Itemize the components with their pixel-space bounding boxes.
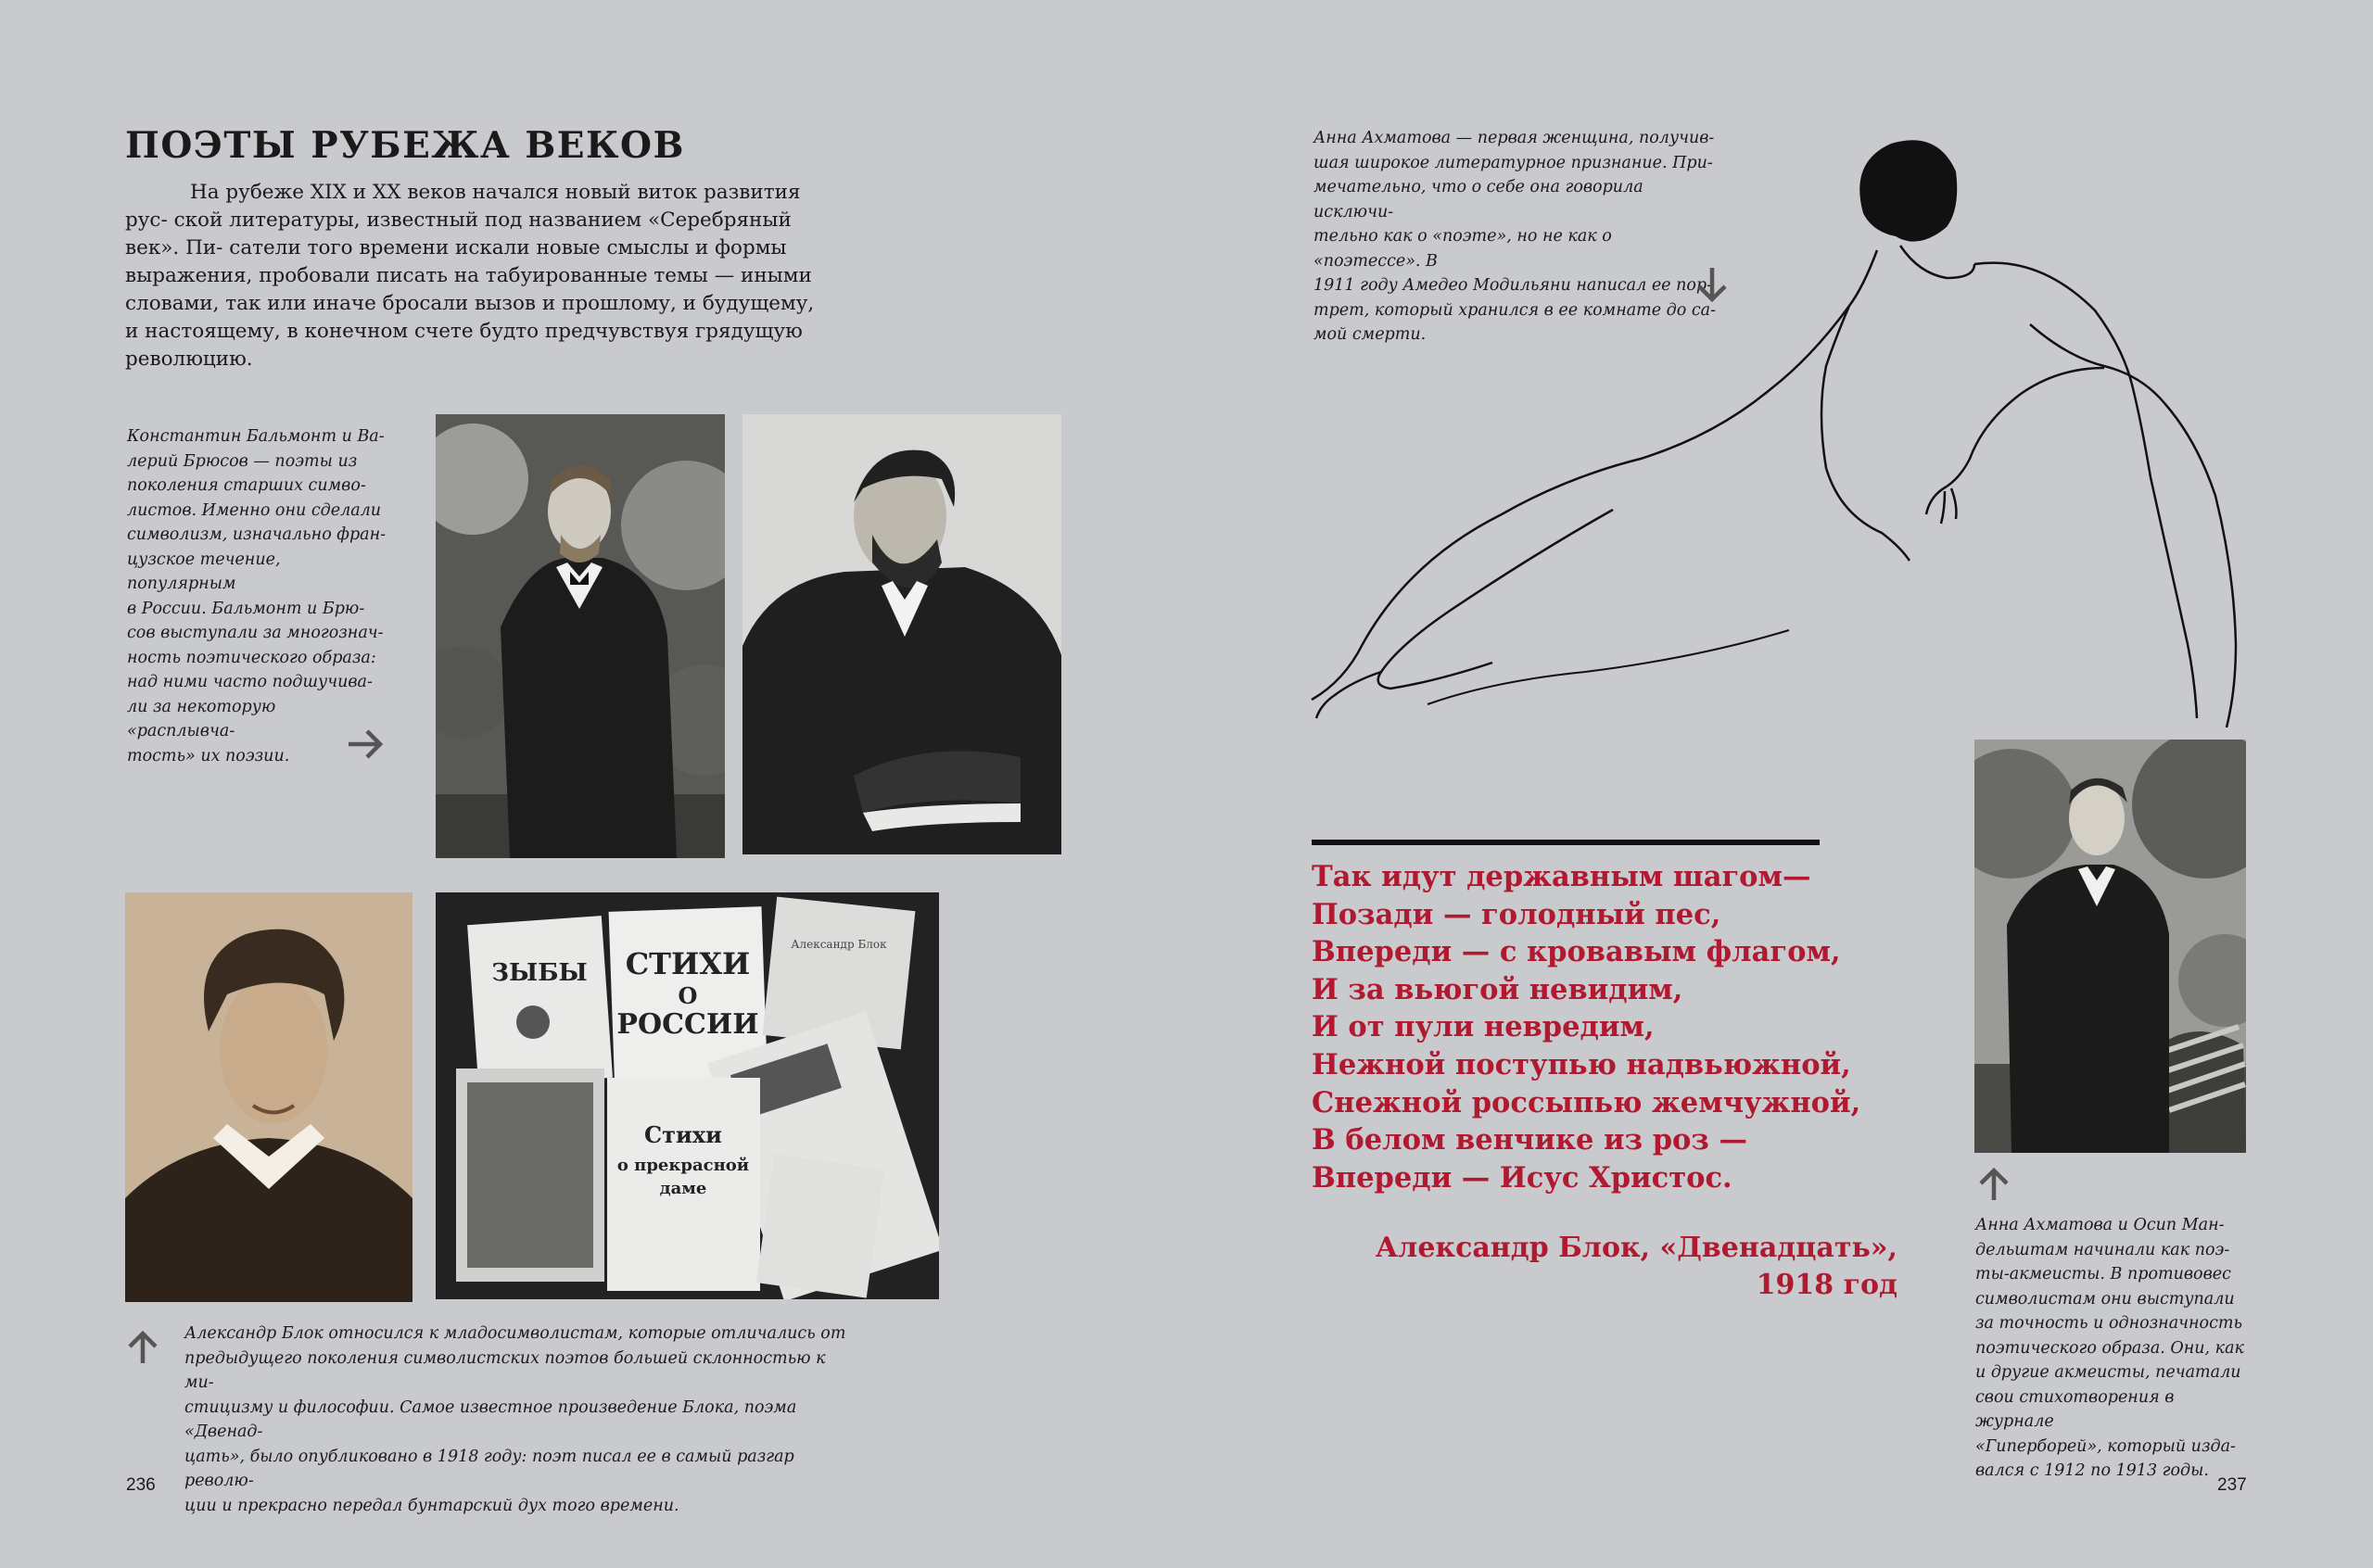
poem-quote: Так идут державным шагом— Позади — голодный пес, Впереди — с кровавым флагом, И за вьюгой невидим, И от пули невредим, Нежной поступью надвьюжной, Снежной россыпью жемчужной, В белом венчике из роз — Впереди — Исус Христос. bbox=[1312, 860, 1861, 1195]
caption-akhmatova: Анна Ахматова — первая женщина, получив- шая широкое литературное признание. При- мечательно, что о себе она говорила исключи- тельно как о «поэте», но не как о «поэтессе». В 1911 году Амедео Модильяни написал ее пор- трет, который хранился в ее комнате до са- мой смерти. bbox=[1313, 129, 1717, 344]
photo-blok bbox=[125, 892, 412, 1302]
modigliani-drawing bbox=[1307, 125, 2252, 755]
quote-divider bbox=[1312, 840, 1820, 845]
cover-prekrasnaya-title-2: о прекрасной bbox=[616, 1156, 750, 1175]
photo-blok-books bbox=[436, 892, 939, 1299]
arrow-right-icon bbox=[347, 727, 384, 761]
photo-bryusov bbox=[742, 414, 1061, 854]
caption-blok: Александр Блок относился к младосимволистам, которые отличались от предыдущего поколения символистских поэтов большей склонностью к ми- стицизму и философии. Самое известное произведение Блока, поэма «Двенад- цать», было опубликовано в 1918 году: поэт писал ее в самый разгар револю- ции и прекрасно передал бунтарский дух того времени. bbox=[184, 1324, 846, 1515]
intro-paragraph: На рубеже XIX и XX веков начался новый виток развития рус- ской литературы, известный под названием «Серебряный век». Пи- сатели того времени искали новые смыслы и формы выражения, пробовали писать на табуированные темы — иными словами, так или иначе бросали вызов и прошлому, и будущему, и настоящему, в конечном счете будто предчувствуя грядущую революцию. bbox=[125, 181, 815, 371]
caption-balmont-bryusov: Константин Бальмонт и Ва- лерий Брюсов — поэты из поколения старших симво- листов. Именно они сделали символизм, изначально фран- цузское течение, популярным в России. Бальмонт и Брю- сов выступали за многознач- ность поэтического образа: над ними часто подшучива- ли за некоторую «расплывча- тость» их поэзии. bbox=[127, 427, 387, 765]
arrow-up-icon bbox=[1975, 1167, 2012, 1202]
caption-mandelstam: Анна Ахматова и Осип Ман- дельштам начинали как поэ- ты-акмеисты. В противовес символистам они выступали за точность и однозначность поэтического образа. Они, как и другие акмеисты, печатали свои стихотворения в журнале «Гиперборей», который изда- вался с 1912 по 1913 годы. bbox=[1975, 1216, 2245, 1480]
photo-balmont bbox=[436, 414, 725, 858]
arrow-up-icon bbox=[124, 1330, 161, 1365]
cover-zyby-title: ЗЫБЫ bbox=[491, 959, 588, 987]
cover-blok-author: Александр Блок bbox=[791, 938, 887, 951]
page-number-right: 237 bbox=[2217, 1475, 2247, 1495]
cover-stikhi-title-1: СТИХИ bbox=[625, 946, 751, 981]
cover-prekrasnaya-title-1: Стихи bbox=[644, 1121, 722, 1148]
cover-stikhi-title-3: РОССИИ bbox=[616, 1008, 759, 1041]
page-number-left: 236 bbox=[126, 1475, 156, 1495]
poem-attribution: Александр Блок, «Двенадцать», 1918 год bbox=[1375, 1232, 1897, 1301]
page-title: ПОЭТЫ РУБЕЖА ВЕКОВ bbox=[125, 124, 685, 167]
cover-stikhi-title-2: О bbox=[678, 982, 698, 1009]
cover-prekrasnaya-title-3: даме bbox=[659, 1179, 707, 1198]
photo-mandelstam bbox=[1974, 740, 2246, 1153]
